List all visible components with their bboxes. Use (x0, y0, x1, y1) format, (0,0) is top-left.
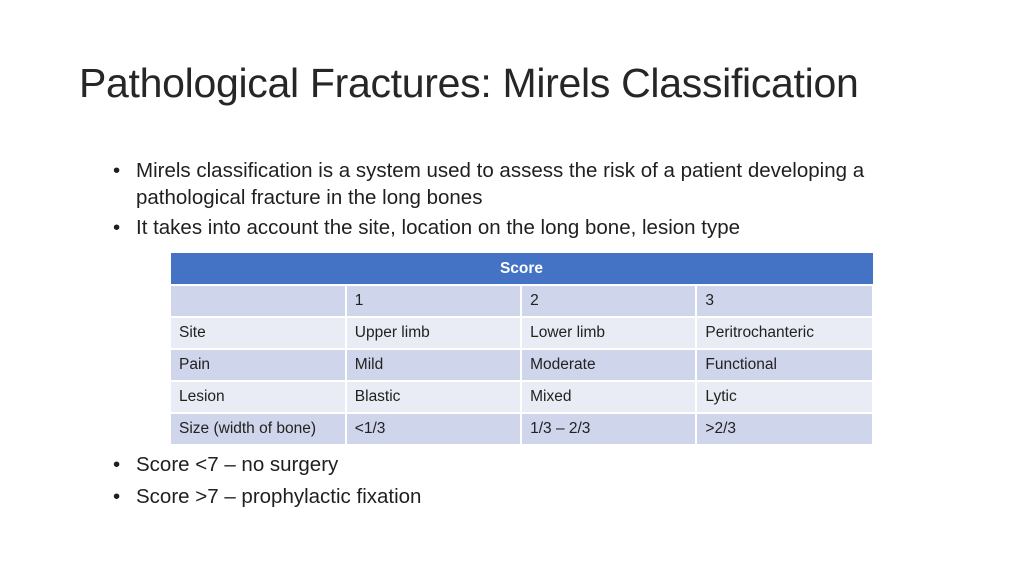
table-row (170, 413, 873, 445)
table-row (170, 349, 873, 381)
table-cell: Functional (696, 349, 873, 381)
bullet-item (113, 214, 973, 241)
table-header-score: Score (170, 253, 873, 286)
bullet-text: Score >7 – prophylactic fixation (136, 485, 422, 508)
bullet-dot-icon: • (113, 485, 121, 508)
table-cell: 1/3 – 2/3 (521, 413, 696, 445)
table-subheader-row (170, 285, 873, 317)
table-cell: Mild (346, 349, 521, 381)
table-cell: Site (170, 317, 346, 349)
bullet-item (113, 481, 973, 513)
table-cell (170, 285, 346, 317)
table-cell: Upper limb (346, 317, 521, 349)
bullet-item (113, 157, 973, 211)
bullet-item (113, 449, 973, 481)
table-cell: 2 (521, 285, 696, 317)
table-cell: Mixed (521, 381, 696, 413)
table-cell: Lesion (170, 381, 346, 413)
table-header-row (170, 253, 873, 286)
table-cell: Size (width of bone) (170, 413, 346, 445)
table-cell: Lytic (696, 381, 873, 413)
bullet-text: Mirels classification is a system used to assess the risk of a patient developing a pathological fracture in the long bones (136, 159, 865, 209)
intro-bullet-list (113, 157, 973, 244)
table-cell: Pain (170, 349, 346, 381)
bullet-text: It takes into account the site, location on the long bone, lesion type (136, 216, 741, 239)
table-row (170, 381, 873, 413)
mirels-score-table (169, 252, 874, 446)
table-cell: >2/3 (696, 413, 873, 445)
bullet-text: Score <7 – no surgery (136, 453, 339, 476)
bullet-dot-icon: • (113, 159, 121, 182)
bullet-dot-icon: • (113, 453, 121, 476)
table-cell: Moderate (521, 349, 696, 381)
table-cell: 3 (696, 285, 873, 317)
table-cell: Peritrochanteric (696, 317, 873, 349)
table-cell: <1/3 (346, 413, 521, 445)
slide-title: Pathological Fractures: Mirels Classification (79, 60, 859, 106)
table-cell: 1 (346, 285, 521, 317)
bullet-dot-icon: • (113, 216, 121, 239)
table-cell: Lower limb (521, 317, 696, 349)
table-cell: Blastic (346, 381, 521, 413)
score-bullet-list (113, 449, 973, 513)
table-row (170, 317, 873, 349)
